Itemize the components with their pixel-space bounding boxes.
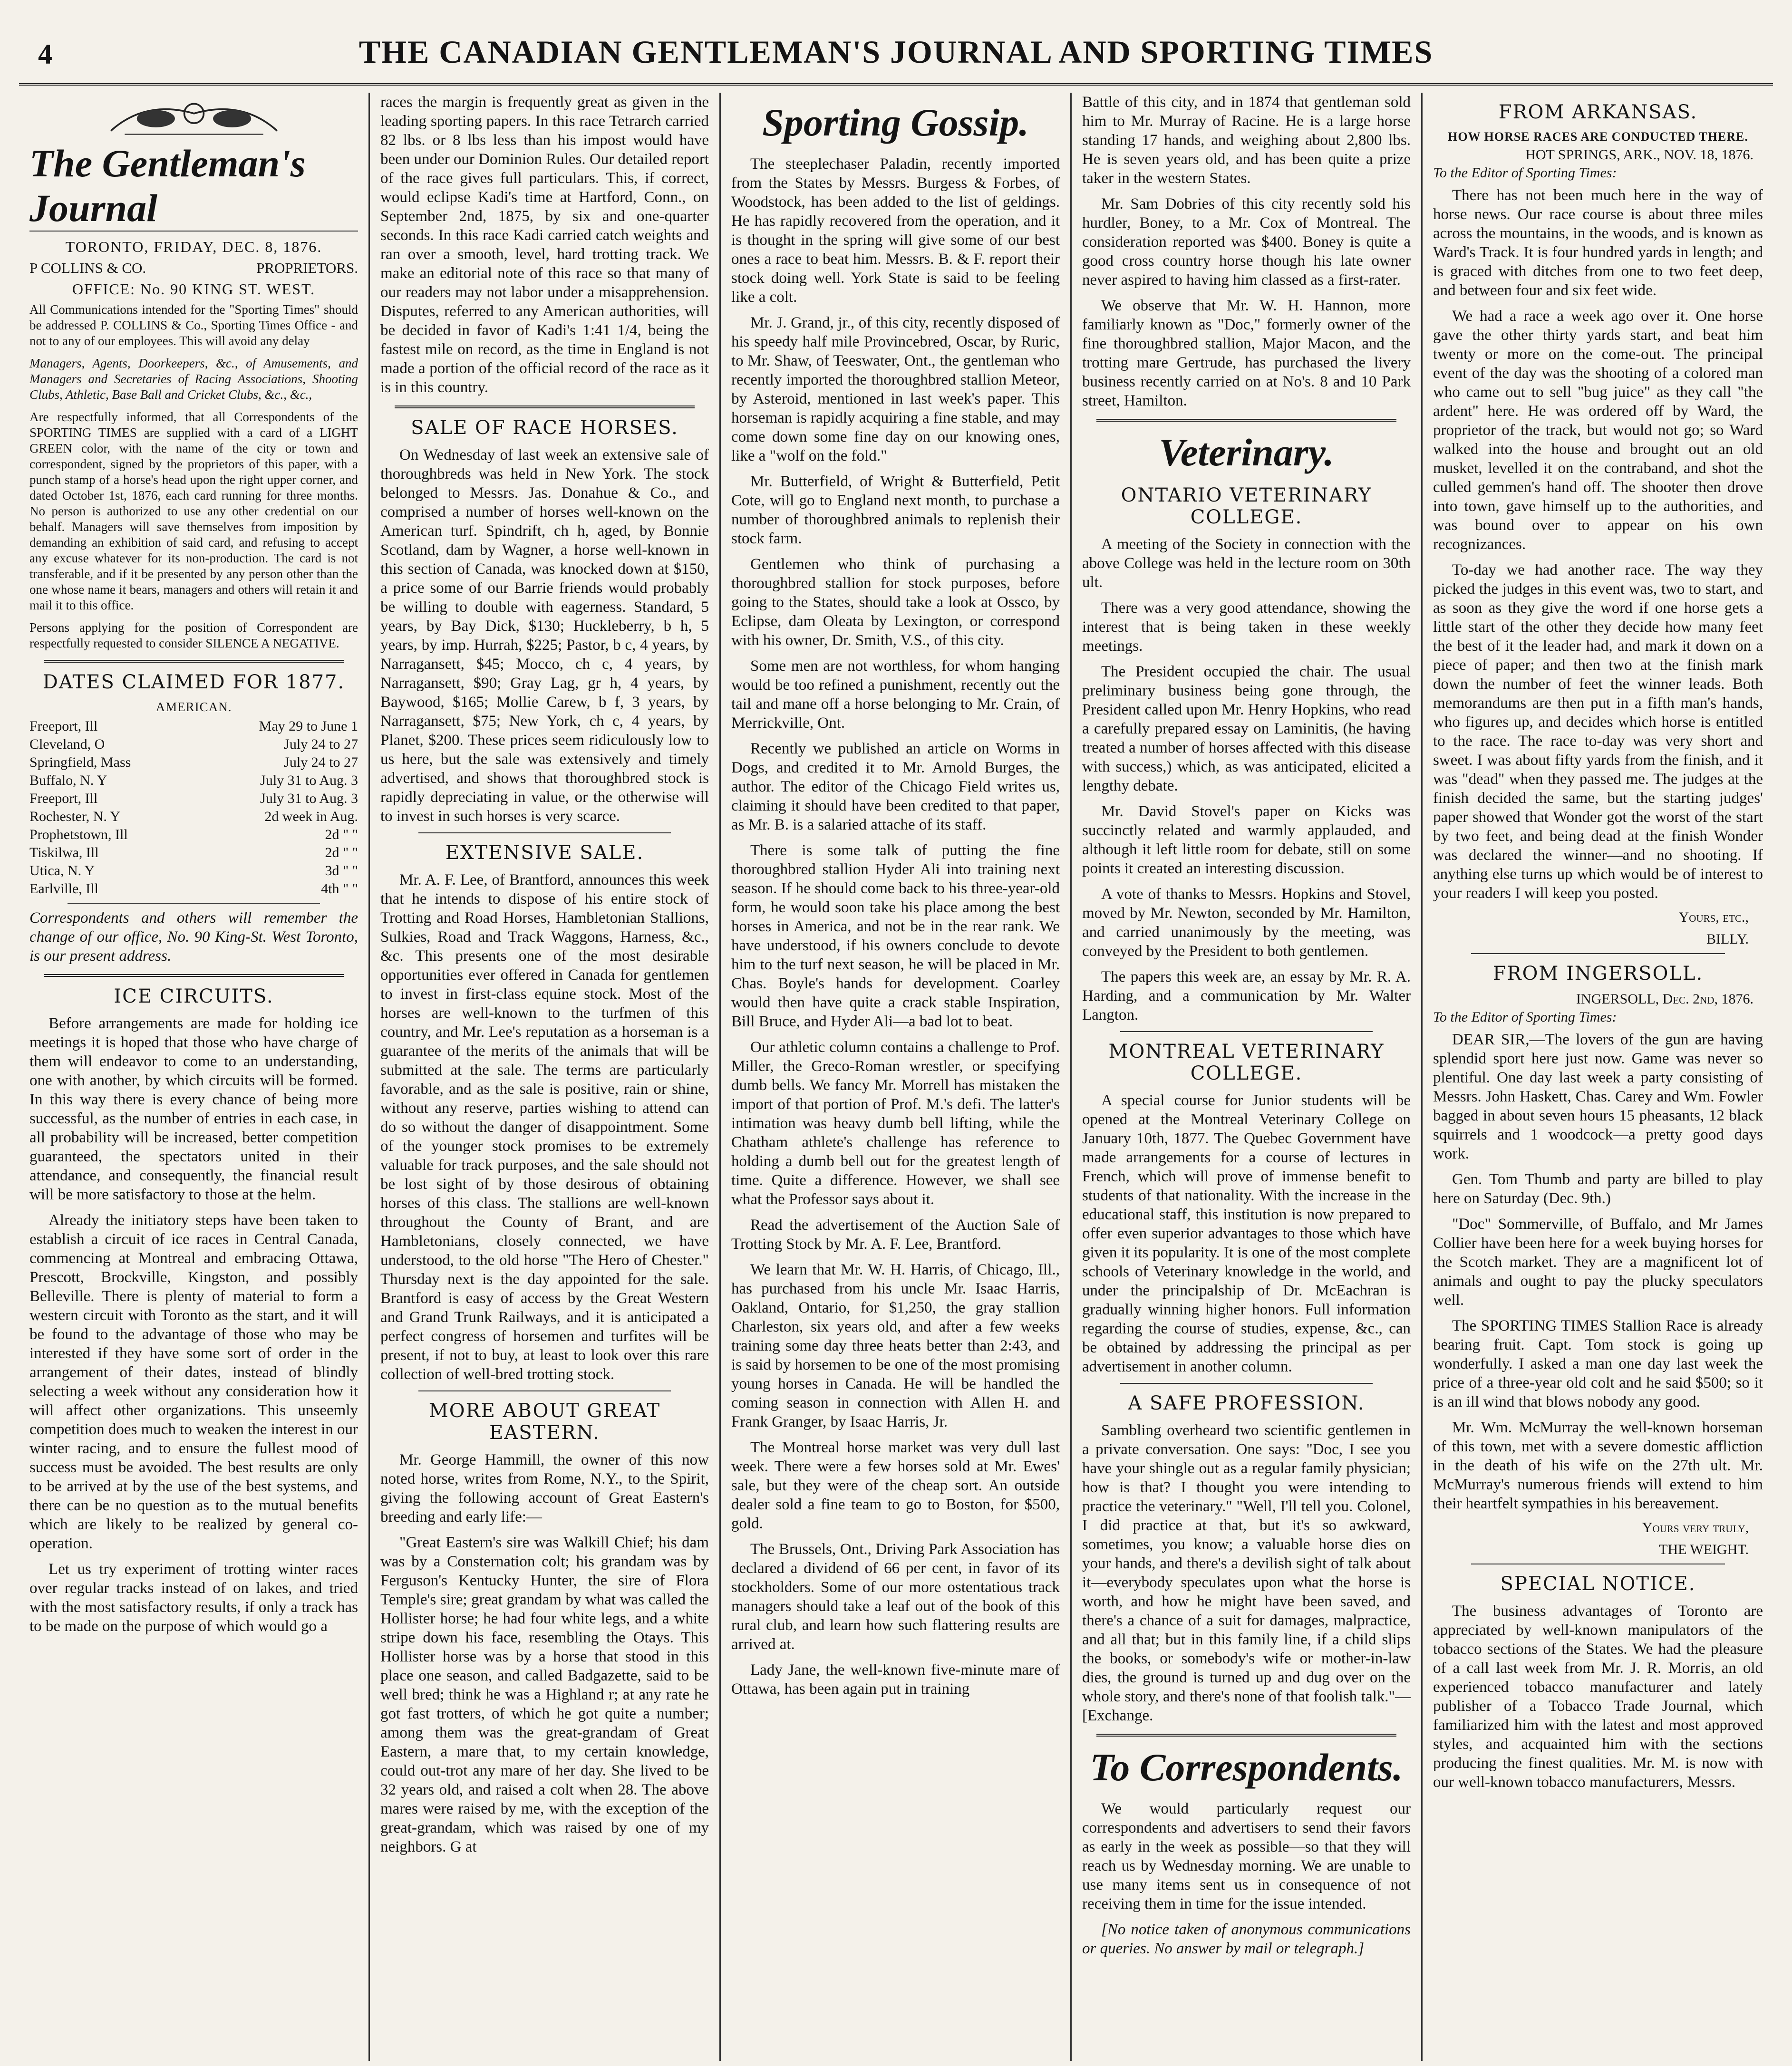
dates-place: Cleveland, O [29, 736, 105, 752]
extensive-sale-heading: EXTENSIVE SALE. [445, 842, 644, 864]
dates-row [29, 717, 358, 735]
gossip-paragraph: We observe that Mr. W. H. Hannon, more familiarly known as "Doc," formerly owner of the fine thoroughbred stallion, Major Macon, and the trotting mare Gertrude, has purchased the livery business recently carried on at No's. 8 and 10 Park street, Hamilton. [1082, 297, 1411, 409]
section-rule [1120, 1383, 1373, 1384]
arkansas-closing: Yours, etc., [1678, 909, 1749, 925]
arkansas-paragraph: To-day we had another race. The way they picked the judges in this event was, two to start, and as soon as they give the word if one horse gets a little start of the other they decide how many feet the best of it the leader had, and mark it down on a piece of paper; and then two at the finish mark down the number of feet the winner leads. Both memorandums are then put in a fifth man's hands, who figures up, and decides which horse is entitled to the race. The race to-day was very short and sweet. I was about fifty yards from the finish, and it was "dead" when they passed me. The judges at the finish decided the same, but the starting judges' paper showed that Wonder got the worst of the start by two feet, and being dead at the finish Wonder was declared the winner—and no shooting. If anything else turns up which would be of interest to your readers I will keep you posted. [1433, 561, 1763, 902]
arkansas-paragraph: There has not been much here in the way of horse news. Our race course is about three miles across the mountains, in the woods, and is known as Ward's Track. It is four hundred yards in length; and is graced with ditches from one to two feet deep, and between four and six feet wide. [1433, 187, 1763, 299]
ingersoll-paragraph: Mr. Wm. McMurray the well-known horseman of this town, met with a severe domestic affliction in the death of his wife on the 27th ult. Mr. McMurray's numerous friends will extend to him their heartfelt sympathies in his bereavement. [1433, 1419, 1763, 1512]
dates-place: Utica, N. Y [29, 863, 95, 879]
ovc-paragraph: A vote of thanks to Messrs. Hopkins and Stovel, moved by Mr. Newton, seconded by Mr. Hamilton, and carried unanimously by the meeting, was conveyed by the President to both gentlemen. [1082, 886, 1411, 960]
ingersoll-paragraph: "Doc" Sommerville, of Buffalo, and Mr James Collier have been here for a week buying horses for the Scotch market. They are a magnificent lot of animals and ought to pay the plucky speculators well. [1433, 1216, 1763, 1309]
dates-range: 2d " " [325, 827, 358, 842]
dates-row [29, 826, 358, 844]
great-eastern-paragraph: Mr. George Hammill, the owner of this now noted horse, writes from Rome, N.Y., to the Spirit, giving the following account of Great Eastern's breeding and early life:— [380, 1451, 709, 1525]
dates-range: May 29 to June 1 [259, 718, 358, 734]
ingersoll-paragraph: DEAR SIR,—The lovers of the gun are having splendid sport here just now. Game was never so plentiful. One day last week a party consisting of Messrs. John Haskett, Chas. Carey and Wm. Fowler bagged in about seven hours 15 pheasants, 12 black squirrels and 1 woodcock—a pretty good days work. [1433, 1031, 1763, 1162]
ingersoll-paragraph: Gen. Tom Thumb and party are billed to play here on Saturday (Dec. 9th.) [1433, 1171, 1763, 1207]
column-4 [1072, 93, 1423, 2061]
dates-range: 3d " " [325, 863, 358, 879]
gossip-paragraph: The steeplechaser Paladin, recently imported from the States by Messrs. Burgess & Forbes, of Woodstock, has been added to the list of geldings. He has rapidly recovered from the operation, and it is thought in the spring will give some of our best ones a race to beat him. Messrs. B. & F. report their stock doing well. York State is said to be feeling like a colt. [731, 155, 1060, 306]
dates-place: Freeport, Ill [29, 791, 98, 806]
section-rule [1096, 1734, 1396, 1737]
great-eastern-heading: MORE ABOUT GREAT EASTERN. [428, 1400, 661, 1444]
ice-circuits-paragraph: Before arrangements are made for holding ice meetings it is hoped that those who have charge of them will endeavor to come to an understanding, one with another, by which circuits will be formed. In this way there is every chance of being more successful, as the number of entries in each case, in all probability will be increased, better competition guaranteed, the spectators united in their attendance, and consequently, the financial result will be more satisfactory to those at the helm. [29, 1015, 358, 1203]
dates-claimed-heading: DATES CLAIMED FOR 1877. [42, 671, 345, 693]
race-report-continued: races the margin is frequently great as given in the leading sporting papers. In this race Tetrarch carried 82 lbs. or 8 lbs less than his impost would have been under our Dominion Rules. Our detailed report of the race gives full particulars. This, if correct, would eclipse Kadi's time at Hartford, Conn., on September 2nd, 1875, by six and one-quarter seconds. In this race Kadi carried catch weights and ran over a smooth, level, hard trotting track. We make an editorial note of this race so that many of our readers may not labor under a misapprehension. Disputes, referred to any American authorities, will be decided in favor of Kadi's 1:41 1/4, being the fastest mile on record, as the time in England is not made a portion of the official record of the race as it is in this country. [380, 94, 709, 396]
arkansas-signature: BILLY. [1706, 931, 1749, 947]
dates-range: July 24 to 27 [284, 736, 358, 752]
ovc-paragraph: There was a very good attendance, showing the interest that is being taken in these weekly meetings. [1082, 599, 1411, 655]
from-arkansas-heading: FROM ARKANSAS. [1498, 101, 1698, 123]
section-rule [418, 1390, 671, 1391]
dates-place: Tiskilwa, Ill [29, 845, 99, 860]
publisher-row [29, 260, 358, 277]
gossip-paragraph: Some men are not worthless, for whom hanging would be too refined a punishment, recently out the tail and mane off a horse belonging to Mr. Crain, of Merrickville, Ont. [731, 657, 1060, 732]
section-rule [68, 903, 320, 904]
ingersoll-closing: Yours very truly, [1642, 1520, 1749, 1535]
gossip-paragraph: Lady Jane, the well-known five-minute mare of Ottawa, has been again put in training [731, 1661, 1060, 1698]
special-notice-paragraph: The business advantages of Toronto are appreciated by well-known manipulators of the tobacco sections of the States. We had the pleasure of a call last week from Mr. J. R. Morris, an old experienced tobacco manufacturer and lately publisher of a Tobacco Trade Journal, which familiarized him with the latest and most approved styles, and acquainted him with the sections producing the finest qualities. Mr. M. is now with our well-known tobacco manufacturers, Messrs. [1433, 1603, 1763, 1791]
column-1 [19, 93, 370, 2061]
section-rule [44, 974, 344, 977]
section-rule [1471, 953, 1725, 954]
gossip-paragraph: The Montreal horse market was very dull last week. There were a few horses sold at Mr. Ewes' sale, but they were of the cheap sort. An outside dealer sold a fine team to go to Boston, for $500, gold. [731, 1439, 1060, 1532]
ice-circuits-paragraph: Already the initiatory steps have been taken to establish a circuit of ice races in Central Canada, commencing at Montreal and embracing Ottawa, Prescott, Brockville, Kingston, and possibly Belleville. There is plenty of material to form a western circuit with Toronto as the start, and it will be found to the advantage of those who may be interested if they have some sort of order in the arrangement of their dates, instead of blindly selecting a week without any consideration how it will affect other organizations. This unseemly competition does much to weaken the interest in our winter racing, and to ensure the fullest mood of success must be avoided. The best results are only to be arrived at by the use of the best systems, and there can be no question as to the mutual benefits which are likely to be realized by general co-operation. [29, 1212, 358, 1552]
section-rule [1096, 419, 1396, 422]
newspaper-title: THE CANADIAN GENTLEMAN'S JOURNAL AND SPORTING TIMES [358, 34, 1434, 70]
gossip-paragraph: Read the advertisement of the Auction Sale of Trotting Stock by Mr. A. F. Lee, Brantford. [731, 1216, 1060, 1253]
ovc-paragraph: A meeting of the Society in connection with the above College was held in the lecture room on 30th ult. [1082, 536, 1411, 591]
dates-range: July 24 to 27 [284, 754, 358, 770]
great-eastern-paragraph: "Great Eastern's sire was Walkill Chief; his dam was by a Consternation colt; his grandam was by Ferguson's Kentucky Hunter, the sire of Flora Temple's sire; great grandam by what was called the Hollister horse; he had four white legs, and a white stripe down his face, resembling the Otays. This Hollister horse was by a horse that stood in this place one season, and called Badgazette, said to be well bred; think he was a Highland r; at any rate he got fast trotters, of which he got quite a number; among them was the great-grandam of Great Eastern, a mare that, to my certain knowledge, could out-trot any mare of her day. She lived to be 32 years old, and raised a colt when 28. The above mares were raised by me, with the exception of the great-grandam, which was raised by one of my neighbors. G at [380, 1534, 709, 1855]
gossip-paragraph: The Brussels, Ont., Driving Park Association has declared a dividend of 66 per cent, in favor of its stockholders. Some of our more ostentatious track managers should take a leaf out of the book of this rural club, and learn how such flattering results are arrived at. [731, 1541, 1060, 1653]
montreal-vet-college-heading: MONTREAL VETERINARY COLLEGE. [1108, 1041, 1385, 1084]
safe-profession-heading: A SAFE PROFESSION. [1128, 1392, 1365, 1414]
dates-range: July 31 to Aug. 3 [260, 772, 358, 788]
issue-dateline: TORONTO, FRIDAY, DEC. 8, 1876. [65, 238, 322, 255]
communications-notice: All Communications intended for the "Sporting Times" should be addressed P. COLLINS & Co., Sporting Times Office - and not to any of our employees. This will avoid any delay [29, 302, 358, 348]
sale-race-horses-paragraph: On Wednesday of last week an extensive sale of thoroughbreds was held in New York. The stock belonged to Messrs. Jas. Donahue & Co., and comprised a number of horses well-known on the American turf. Spindrift, ch h, aged, by Bonnie Scotland, dam by Wagner, a horse well-known in this section of Canada, was knocked down at $150, a price some of our Barrie friends would probably be willing to double with eagerness. Standard, 5 years, by Bay Dick, $130; Huckleberry, b h, 5 years, by imp. Hurrah, $225; Pastor, b c, 4 years, by Narragansett, $45; Mocco, ch c, 4 years, by Narragansett, $90; Gray Lag, gr h, 4 years, by Baywood, $165; Mollie Carew, b f, 3 years, by Narragansett, $75; New York, ch c, 4 years, by Planet, $200. These prices seem ridiculously low to us here, but the sale was extensively and timely advertised, and shows that thoroughbred stock is rapidly depreciating in value, or the otherwise will to invest in such horses is very scarce. [380, 446, 709, 825]
dates-claimed-table [29, 717, 358, 898]
correspondents-note: [No notice taken of anonymous communications or queries. No answer by mail or telegraph.] [1082, 1921, 1411, 1957]
arkansas-paragraph: We had a race a week ago over it. One horse gave the other thirty yards start, and beat him twenty or more on the come-out. The principal event of the day was the shooting of a colored man who came out to sell "bug juice" as they call "the ardent" here. He was ordered off by Ward, the proprietor of the track, but would not go; so Ward walked into the house and brought out an old musket, levelled it on the contraband, and shot the culled gemmen's hand off. The shooter then drove into town, gave himself up to the authorities, and was bound over to appear on his own recognizances. [1433, 308, 1763, 553]
ovc-paragraph: The papers this week are, an essay by Mr. R. A. Harding, and a communication by Mr. Walter Langton. [1082, 968, 1411, 1023]
publisher-role: PROPRIETORS. [256, 260, 358, 276]
dates-place: Buffalo, N. Y [29, 772, 107, 788]
dates-place: Rochester, N. Y [29, 809, 120, 824]
dates-row [29, 735, 358, 753]
gossip-paragraph: We learn that Mr. W. H. Harris, of Chicago, Ill., has purchased from his uncle Mr. Isaac Harris, Oakland, Ontario, for $1,250, the gray stallion Charleston, six years old, and after a few weeks training some day three heats better than 2:43, and is said by horsemen to be one of the most promising young horses in Canada. He will be handled the coming season in connection with Allen H. and Frank Granger, by Isaac Harris, Jr. [731, 1261, 1060, 1430]
ovc-paragraph: The President occupied the chair. The usual preliminary business being gone through, the President called upon Mr. Henry Hopkins, who read a carefully prepared essay on Laminitis, (he having treated a number of horses affected with this disease with success,) which, as was anticipated, elicited a lengthy debate. [1082, 663, 1411, 794]
arkansas-salutation: To the Editor of Sporting Times: [1433, 165, 1617, 181]
section-rule [395, 405, 695, 408]
sale-race-horses-heading: SALE OF RACE HORSES. [411, 417, 678, 439]
journal-logo-text: The Gentleman's Journal [29, 142, 306, 230]
column-3 [721, 93, 1072, 2061]
arkansas-subheading: HOW HORSE RACES ARE CONDUCTED THERE. [1448, 130, 1748, 144]
gossip-paragraph: Mr. J. Grand, jr., of this city, recently disposed of his speedy half mile Provincebred, Oscar, by Ruric, to Mr. Shaw, of Teeswater, Ont., the gentleman who recently imported the thoroughbred stallion Meteor, by Asteroid, mentioned in last week's paper. This horseman is rapidly acquiring a fine stable, and may come down some fine day on our knowing ones, like a "wolf on the fold." [731, 314, 1060, 464]
ingersoll-signature: THE WEIGHT. [1659, 1542, 1749, 1557]
mvc-paragraph: A special course for Junior students will be opened at the Montreal Veterinary College on January 10th, 1877. The Quebec Government have made arrangements for a course of lectures in French, which will prove of immense benefit to students of that nationality. With the increase in the educational staff, this institution is now prepared to offer even superior advantages to those which have given it its popularity. It is one of the most complete schools of Veterinary knowledge in the world, and under the principalship of Dr. McEachran is gradually winning higher honors. Full information regarding the course of studies, expense, &c., can be obtained by addressing the principal as per advertisement in another column. [1082, 1092, 1411, 1375]
dates-range: 2d week in Aug. [264, 809, 358, 824]
section-rule [418, 832, 671, 833]
ovc-paragraph: Mr. David Stovel's paper on Kicks was succinctly related and warmly applauded, and although it left little room for debate, still on some points it created an interesting discussion. [1082, 803, 1411, 877]
gossip-paragraph: Our athletic column contains a challenge to Prof. Miller, the Greco-Roman wrestler, or specifying dumb bells. We fancy Mr. Morrell has mistaken the import of that portion of Prof. M.'s defi. The latter's intimation was heavy dumb bell lifting, while the Chatham athlete's challenge has reference to holding a dumb bell out for the greatest length of time. Quite a difference. However, we shall see what the Professor says about it. [731, 1039, 1060, 1208]
correspondents-paragraph: We would particularly request our correspondents and advertisers to send their favors as early in the week as possible—so that they will reach us by Wednesday morning. We are unable to use many items sent us in consequence of not receiving them in time for the issue intended. [1082, 1800, 1411, 1912]
veterinary-heading: Veterinary. [1159, 431, 1334, 474]
persons-applying-notice: Persons applying for the position of Correspondent are respectfully requested to consider SILENCE A NEGATIVE. [29, 620, 358, 650]
page-number: 4 [38, 39, 52, 70]
dates-place: Freeport, Ill [29, 718, 98, 734]
dates-row [29, 808, 358, 826]
ingersoll-dateline: INGERSOLL, Dec. 2nd, 1876. [1576, 991, 1753, 1007]
correspondents-card-notice: Are respectfully informed, that all Correspondents of the SPORTING TIMES are supplied with a card of a LIGHT GREEN color, with the name of the city or town and correspondent, signed by the proprietors of this paper, with a punch stamp of a horse's head upon the right upper corner, and dated October 1st, 1876, each card running for three months. No person is authorized to use any other credential on our behalf. Managers will save themselves from imposition by demanding an exhibition of said card, and refusing to accept any excuse whatever for its non-production. The card is not transferable, and if it be presented by any person other than the one whose name it bears, managers and others will retain it and mail it to this office. [29, 410, 358, 612]
ingersoll-salutation: To the Editor of Sporting Times: [1433, 1009, 1617, 1025]
office-address: OFFICE: No. 90 KING ST. WEST. [72, 280, 316, 298]
dates-row [29, 862, 358, 880]
sporting-gossip-heading: Sporting Gossip. [762, 101, 1029, 144]
gossip-paragraph: Mr. Butterfield, of Wright & Butterfield, Petit Cote, will go to England next month, to purchase a number of thoroughbred animals to replenish their stock farm. [731, 473, 1060, 547]
dates-place: Prophetstown, Ill [29, 827, 128, 842]
gossip-paragraph: There is some talk of putting the fine thoroughbred stallion Hyder Ali into training next season. If he should come back to his three-year-old form, he would soon take his place among the best horses in America, and not be in the rear rank. We have understood, if his owners conclude to devote him to the turf next season, he will be placed in Mr. Chas. Boyle's hands for development. Coarley would then have quite a crack stable Inspiration, Bill Bruce, and Hyder Ali—a bad lot to beat. [731, 842, 1060, 1030]
journal-logo [29, 93, 358, 232]
dates-row [29, 772, 358, 790]
gossip-paragraph: Recently we published an article on Worms in Dogs, and credited it to Mr. Arnold Burges, the author. The editor of the Chicago Field writes us, claiming it should have been credited to that paper, as Mr. B. is a salaried attache of its staff. [731, 740, 1060, 833]
office-change-notice: Correspondents and others will remember the change of our office, No. 90 King-St. West Toronto, is our present address. [29, 909, 358, 965]
column-5 [1423, 93, 1773, 2061]
managers-notice: Managers, Agents, Doorkeepers, &c., of Amusements, and Managers and Secretaries of Racing Associations, Shooting Clubs, Athletic, Base Ball and Cricket Clubs, &c., &c., [29, 356, 358, 402]
publisher-name: P COLLINS & CO. [29, 260, 146, 276]
dates-range: July 31 to Aug. 3 [260, 791, 358, 806]
dates-range: 2d " " [325, 845, 358, 860]
ice-circuits-heading: ICE CIRCUITS. [114, 985, 274, 1007]
ice-circuits-paragraph: Let us try experiment of trotting winter races over regular tracks instead of on lakes, and tried with the most satisfactory results, if only a track has to be made on the purpose of which would go a [29, 1561, 358, 1635]
horse-hound-illustration [70, 93, 318, 141]
gossip-paragraph: Gentlemen who think of purchasing a thoroughbred stallion for stock purposes, before going to the States, should take a look at Ossco, by Eclipse, dam Oleata by Lexington, or correspond with his owner, Dr. Smith, V.S., of this city. [731, 556, 1060, 649]
dates-range: 4th " " [321, 881, 358, 897]
dates-row [29, 880, 358, 898]
section-rule [44, 660, 344, 663]
dates-place: Springfield, Mass [29, 754, 131, 770]
safe-profession-paragraph: Sambling overheard two scientific gentlemen in a private conversation. One says: "Doc, I see you have your shingle out as a regular family physician; how is that? I thought you were intending to practice the veterinary." "Well, I'll tell you. Colonel, I did practice at that, but it's so awkward, sometimes, you know; a valuable horse dies on your hands, and there's a devilish sight of talk about it—everybody speculates upon what the horse is worth, and how he might have been saved, and there's a chance of a suit for damages, malpractice, and all that; but in this family line, if a child slips the books, or somebody's wife or mother-in-law dies, the ground is turned up and dug over on the whole story, and there's none of that foolish talk."—[Exchange. [1082, 1422, 1411, 1724]
article-columns [19, 93, 1773, 2061]
dates-row [29, 790, 358, 808]
ingersoll-paragraph: The SPORTING TIMES Stallion Race is already bearing fruit. Capt. Tom stock is going up wonderfully. I asked a man one day last week the price of a three-year old colt and he said $500; so it is an ill wind that blows nobody any good. [1433, 1317, 1763, 1410]
dates-subheading: AMERICAN. [155, 700, 232, 714]
section-rule [1120, 1031, 1373, 1032]
masthead-rule [19, 83, 1773, 86]
dates-row [29, 753, 358, 772]
from-ingersoll-heading: FROM INGERSOLL. [1492, 963, 1704, 985]
arkansas-dateline: HOT SPRINGS, ARK., NOV. 18, 1876. [1525, 147, 1753, 163]
dates-row [29, 844, 358, 862]
ontario-vet-college-heading: ONTARIO VETERINARY COLLEGE. [1121, 484, 1372, 528]
column-2 [370, 93, 721, 2061]
gossip-paragraph: Mr. Sam Dobries of this city recently sold his hurdler, Boney, to a Mr. Cox of Montreal. The consideration reported was $400. Boney is quite a good cross country horse though his late owner never aspired to having him classed as a first-rater. [1082, 195, 1411, 289]
special-notice-heading: SPECIAL NOTICE. [1500, 1573, 1696, 1595]
dates-place: Earlville, Ill [29, 881, 98, 897]
extensive-sale-paragraph: Mr. A. F. Lee, of Brantford, announces this week that he intends to dispose of his entire stock of Trotting and Road Horses, Hambletonian Stallions, Sulkies, Road and Track Waggons, Harness, &c., &c. This presents one of the most desirable opportunities ever offered in Canada for gentlemen to invest in first-class equine stock. Most of the horses are well-known to the turfmen of this country, and Mr. Lee's reputation as a horseman is a guarantee of the merits of the animals that will be submitted at the sale. The terms are particularly favorable, and as the sale is positive, rain or shine, without any reserve, parties wishing to attend can do so without the danger of disappointment. Some of the younger stock promises to be extremely valuable for track purposes, and the sale should not be lost sight of by those desirous of obtaining horses of this class. The stallions are well-known throughout the County of Brant, and are Hambletonians, closely connected, we have understood, to the old horse "The Hero of Chester." Thursday next is the day appointed for the sale. Brantford is easy of access by the Great Western and Grand Trunk Railways, and it is anticipated a perfect congress of horsemen and turfites will be present, if not to buy, at least to look over this rare collection of well-bred trotting stock. [380, 871, 709, 1383]
to-correspondents-heading: To Correspondents. [1090, 1746, 1403, 1789]
gossip-continued: Battle of this city, and in 1874 that gentleman sold him to Mr. Murray of Racine. He is a large horse standing 17 hands, and weighing about 2,800 lbs. He is seven years old, and has been quite a prize taker in the western States. [1082, 94, 1411, 187]
